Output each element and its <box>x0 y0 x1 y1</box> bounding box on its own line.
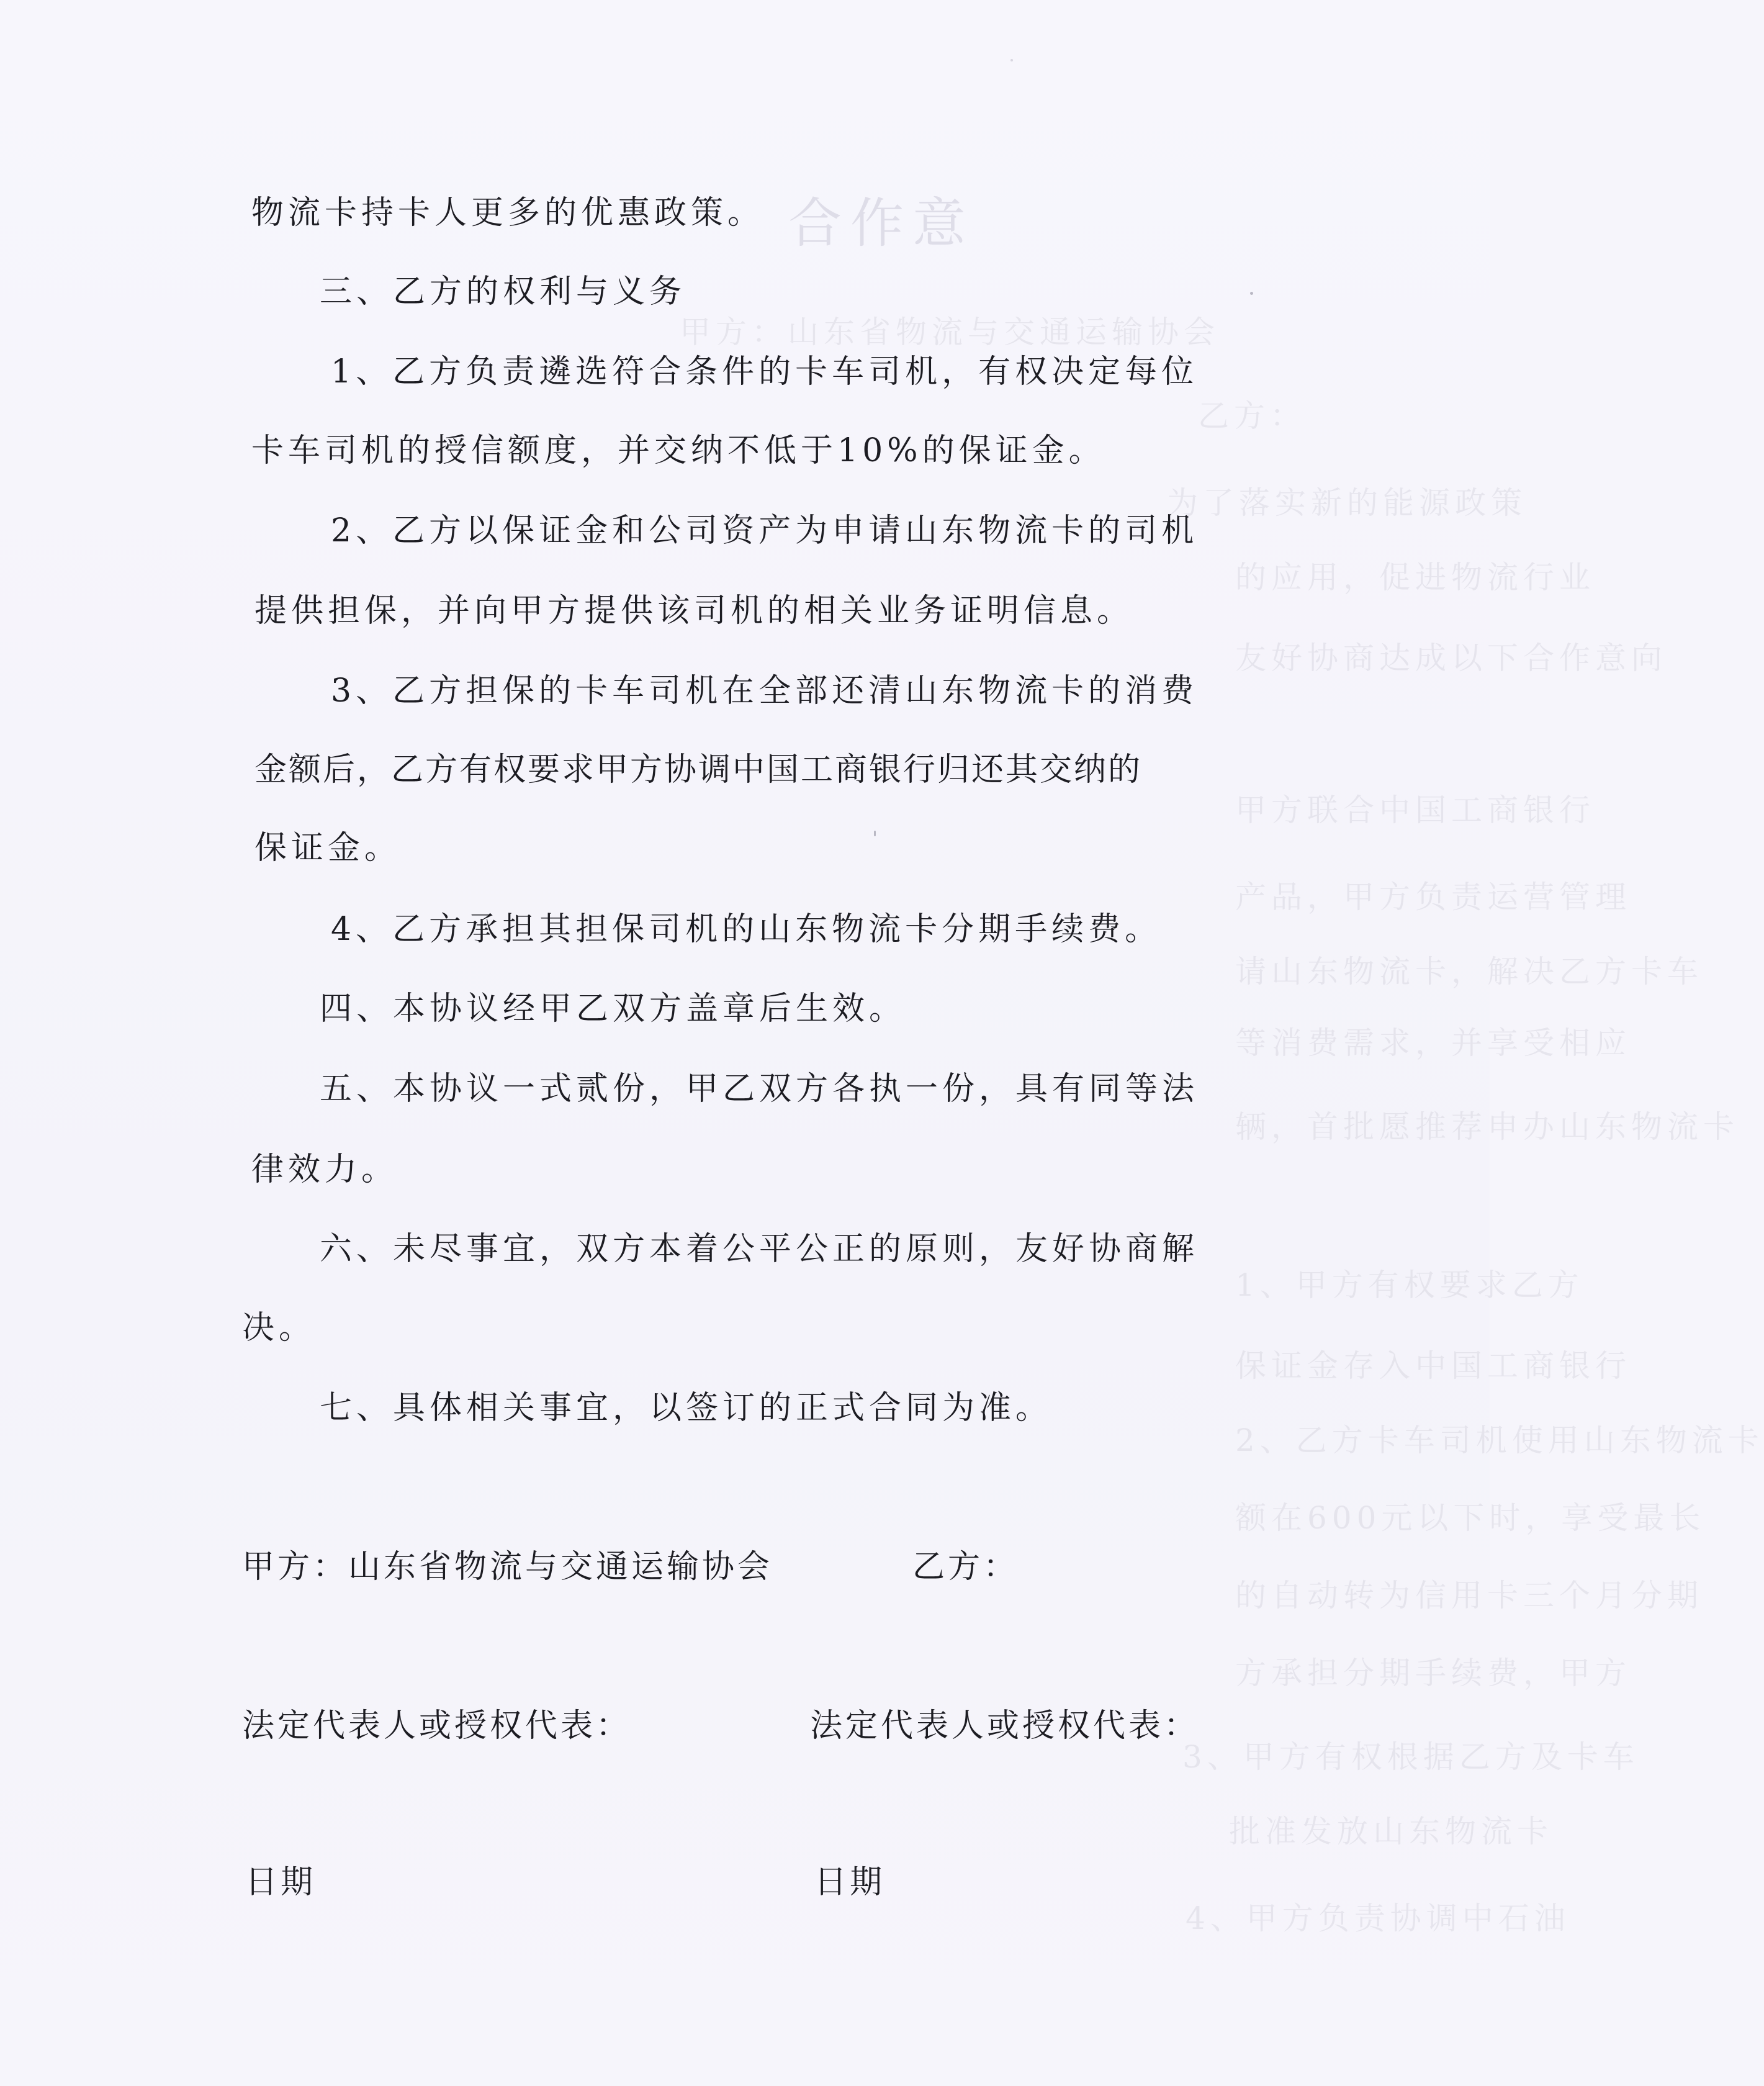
section-heading: 四、本协议经甲乙双方盖章后生效。 <box>320 990 906 1027</box>
bleed-through-text: 甲方联合中国工商银行 <box>1235 792 1595 828</box>
bleed-through-text: 1、甲方有权要求乙方 <box>1235 1267 1584 1303</box>
body-line: 4、乙方承担其担保司机的山东物流卡分期手续费。 <box>331 911 1162 948</box>
party-a-date-label: 日期 <box>245 1864 317 1901</box>
body-line: 2、乙方以保证金和公司资产为申请山东物流卡的司机 <box>331 512 1199 549</box>
bleed-through-text: 批准发放山东物流卡 <box>1229 1813 1553 1849</box>
bleed-through-text: 产品，甲方负责运营管理 <box>1235 879 1631 915</box>
bleed-through-text: 3、甲方有权根据乙方及卡车 <box>1182 1739 1639 1775</box>
party-b-date-label: 日期 <box>814 1864 886 1901</box>
bleed-through-text: 甲方：山东省物流与交通运输协会 <box>680 314 1220 350</box>
bleed-through-text: 的自动转为信用卡三个月分期 <box>1235 1578 1703 1614</box>
bleed-through-text: 4、甲方负责协调中石油 <box>1186 1900 1570 1936</box>
body-line: 3、乙方担保的卡车司机在全部还清山东物流卡的消费 <box>331 672 1199 710</box>
body-line: 七、具体相关事宜，以签订的正式合同为准。 <box>320 1389 1053 1427</box>
body-line: 保证金。 <box>254 829 402 867</box>
scan-speck <box>1250 292 1253 295</box>
bleed-through-text: 友好协商达成以下合作意向 <box>1235 640 1667 676</box>
scan-speck <box>874 831 876 836</box>
party-a-representative-label: 法定代表人或授权代表： <box>242 1707 632 1745</box>
bleed-through-text: 辆，首批愿推荐申办山东物流卡 <box>1235 1109 1739 1145</box>
section-heading: 三、乙方的权利与义务 <box>320 273 686 310</box>
party-b-representative-label: 法定代表人或授权代表： <box>810 1707 1200 1745</box>
body-line: 物流卡持卡人更多的优惠政策。 <box>251 194 765 232</box>
bleed-through-text: 保证金存入中国工商银行 <box>1235 1348 1631 1384</box>
body-line: 六、未尽事宜，双方本着公平公正的原则，友好协商解 <box>320 1230 1199 1268</box>
body-line: 提供担保，并向甲方提供该司机的相关业务证明信息。 <box>254 592 1134 630</box>
bleed-through-text: 合作意 <box>788 192 974 255</box>
scan-speck <box>1010 59 1013 61</box>
body-line: 决。 <box>242 1309 316 1347</box>
bleed-through-text: 等消费需求，并享受相应 <box>1235 1025 1631 1061</box>
bleed-through-text: 额在600元以下时，享受最长 <box>1235 1500 1706 1536</box>
body-line: 卡车司机的授信额度，并交纳不低于10%的保证金。 <box>251 432 1105 469</box>
body-line: 金额后，乙方有权要求甲方协调中国工商银行归还其交纳的 <box>254 751 1143 788</box>
bleed-through-text: 乙方： <box>1198 398 1306 434</box>
body-line: 1、乙方负责遴选符合条件的卡车司机，有权决定每位 <box>331 353 1199 391</box>
bleed-through-text: 方承担分期手续费，甲方 <box>1235 1655 1631 1691</box>
bleed-through-text: 2、乙方卡车司机使用山东物流卡 <box>1235 1422 1764 1458</box>
party-b-label: 乙方： <box>912 1548 1019 1586</box>
bleed-through-text: 的应用，促进物流行业 <box>1235 559 1595 595</box>
bleed-through-text: 请山东物流卡，解决乙方卡车 <box>1235 954 1703 990</box>
party-a-label: 甲方：山东省物流与交通运输协会 <box>242 1548 773 1586</box>
bleed-through-text: 为了落实新的能源政策 <box>1167 485 1527 521</box>
body-line: 五、本协议一式贰份，甲乙双方各执一份，具有同等法 <box>320 1070 1199 1108</box>
body-line: 律效力。 <box>251 1151 398 1188</box>
